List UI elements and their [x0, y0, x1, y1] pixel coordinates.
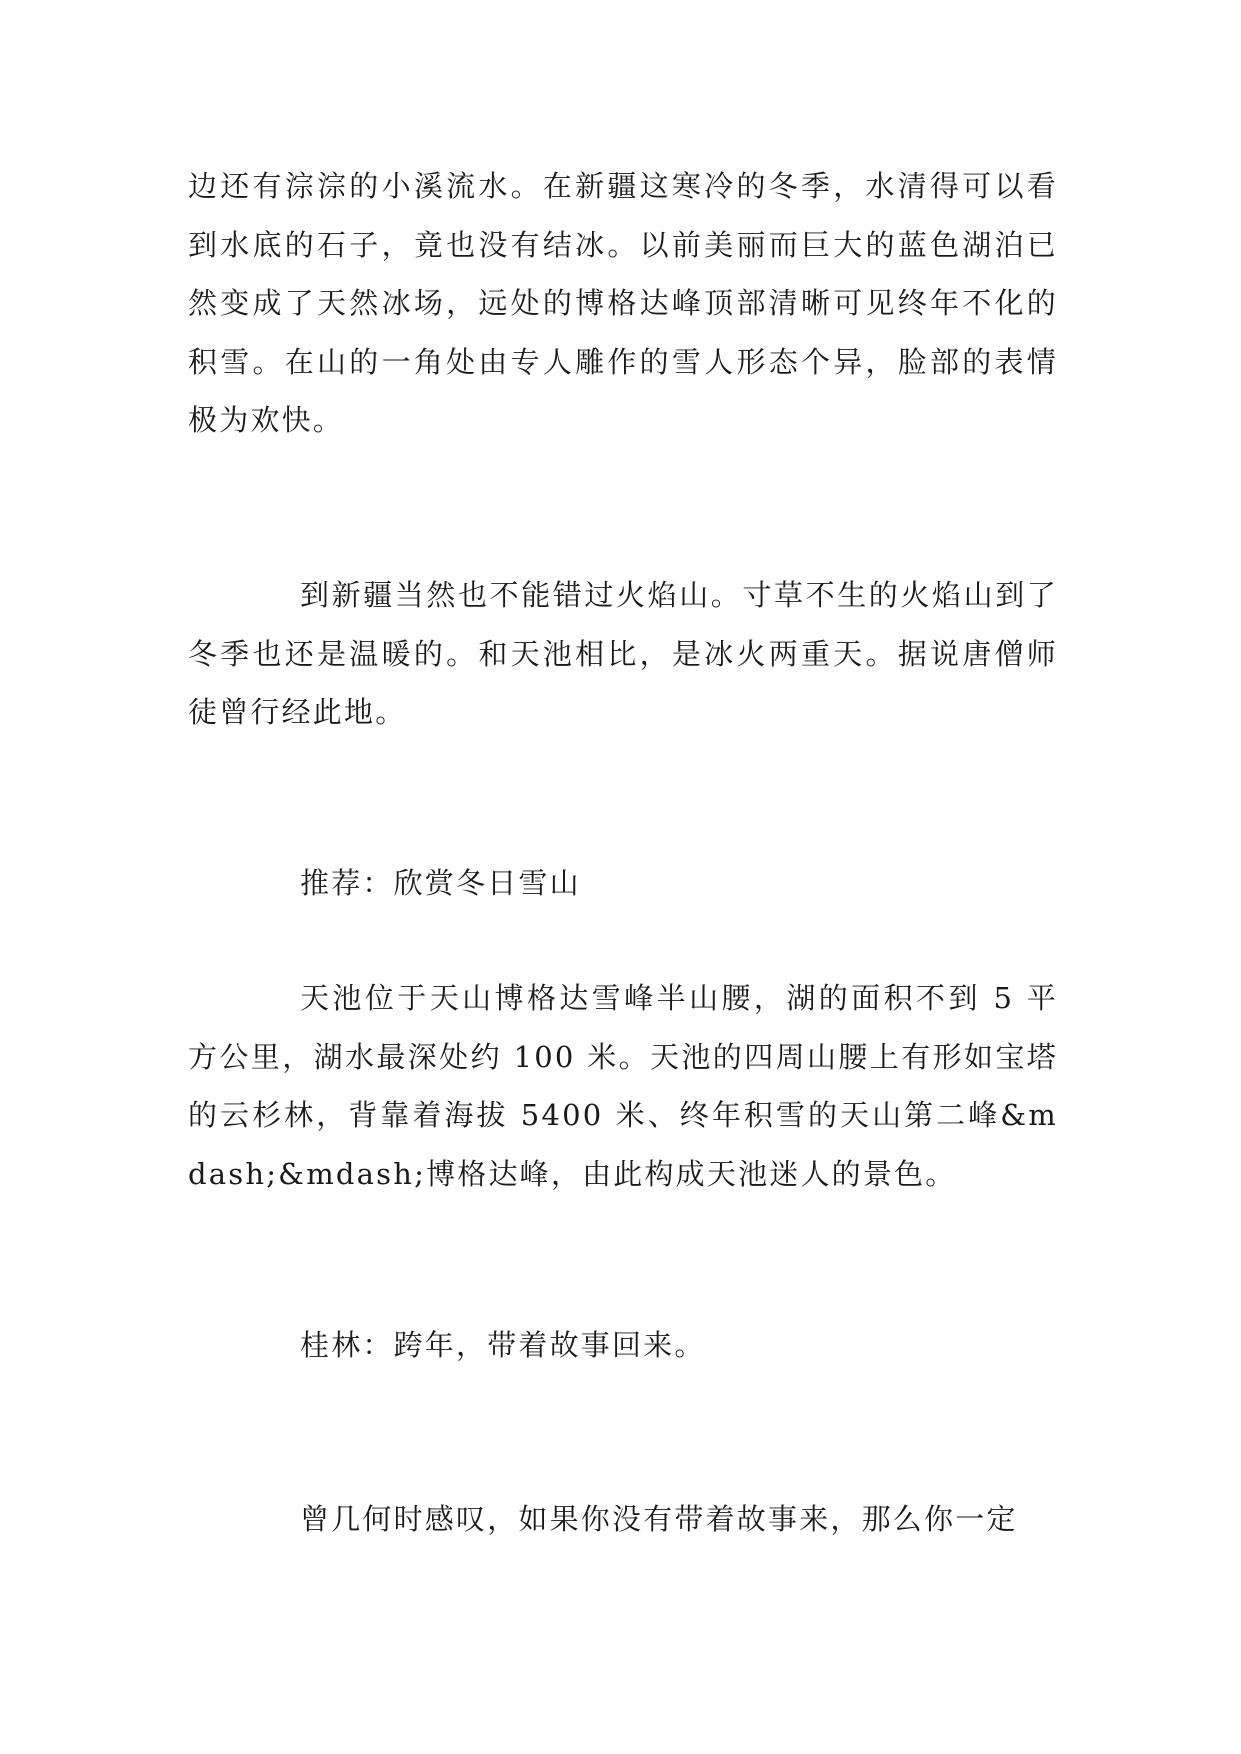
paragraph-tianchi-winter-scene: 边还有淙淙的小溪流水。在新疆这寒冷的冬季，水清得可以看到水底的石子，竟也没有结冰。以前美丽而巨大的蓝色湖泊已然变成了天然冰场，远处的博格达峰顶部清晰可见终年不化的积雪。在山的一角处由专人雕作的雪人形态个异，脸部的表情极为欢快。 — [188, 169, 1058, 437]
heading-recommendation: 推荐：欣赏冬日雪山 — [300, 866, 581, 900]
paragraph-flaming-mountains: 到新疆当然也不能错过火焰山。寸草不生的火焰山到了冬季也还是温暖的。和天池相比，是冰火两重天。据说唐僧师徒曾行经此地。 — [188, 578, 1058, 729]
paragraph-tianchi-description: 天池位于天山博格达雪峰半山腰，湖的面积不到 5 平方公里，湖水最深处约 100 米。天池的四周山腰上有形如宝塔的云杉林，背靠着海拔 5400 米、终年积雪的天山第二峰&mdash;&mdash;博格达峰，由此构成天池迷人的景色。 — [188, 981, 1058, 1191]
paragraph-guilin-intro: 曾几何时感叹，如果你没有带着故事来，那么你一定 — [300, 1502, 1018, 1536]
heading-guilin: 桂林：跨年，带着故事回来。 — [300, 1328, 706, 1362]
